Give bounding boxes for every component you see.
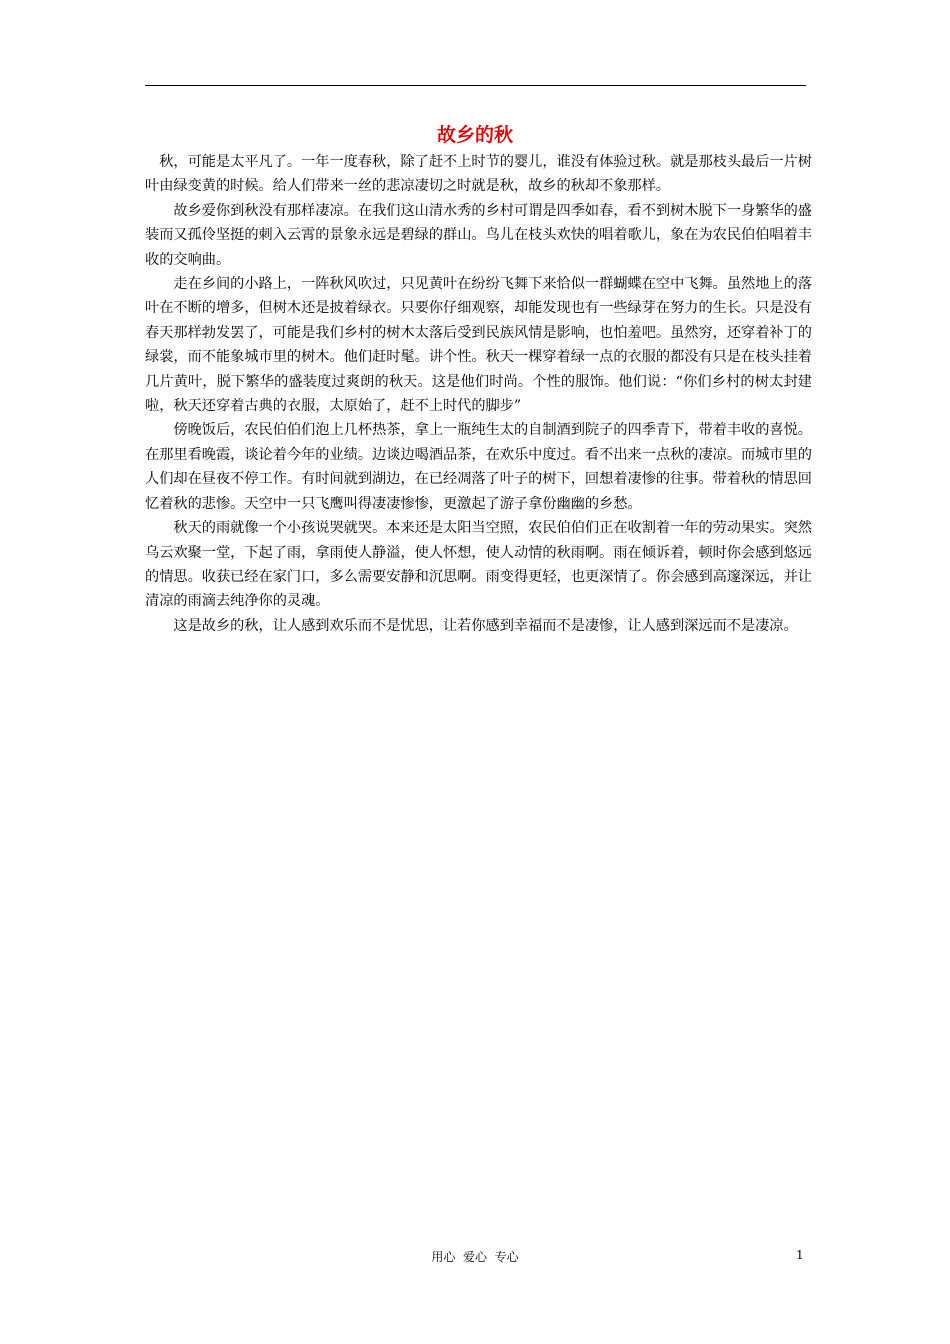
paragraph-3: 走在乡间的小路上，一阵秋风吹过，只见黄叶在纷纷飞舞下来恰似一群蝴蝶在空中飞舞。虽然地上的落叶在不断的增多，但树木还是披着绿衣。只要你仔细观察，却能发现也有一些绿芽在努力的生长。只是没有春天那样勃发罢了，可能是我们乡村的树木太落后受到民族风情是影响，也怕羞吧。虽然穷，还穿着补丁的绿裳，而不能象城市里的树木。他们赶时髦。讲个性。秋天一棵穿着绿一点的衣服的都没有只是在枝头挂着几片黄叶，脱下繁华的盛装度过爽朗的秋天。这是他们时尚。个性的服饰。他们说：“你们乡村的树太封建啦，秋天还穿着古典的衣服，太原始了，赶不上时代的脚步”	[145, 276, 812, 415]
paragraph-5: 秋天的雨就像一个小孩说哭就哭。本来还是太阳当空照，农民伯伯们正在收割着一年的劳动果实。突然乌云欢聚一堂，下起了雨，拿雨使人静溢，使人怀想，使人动情的秋雨啊。雨在倾诉着，顿时你会感到悠远的情思。收获已经在家门口，多么需要安静和沉思啊。雨变得更轻，也更深情了。你会感到高邃深远，并让清凉的雨滴去纯净你的灵魂。	[145, 520, 812, 610]
header-rule	[145, 85, 806, 86]
paragraph-2: 故乡爱你到秋没有那样凄凉。在我们这山清水秀的乡村可谓是四季如春，看不到树木脱下一身繁华的盛装而又孤伶坚挺的刺入云霄的景象永远是碧绿的群山。鸟儿在枝头欢快的唱着歌儿，象在为农民伯伯唱着丰收的交响曲。	[145, 202, 812, 268]
document-title: 故乡的秋	[436, 124, 513, 146]
paragraph-6: 这是故乡的秋，让人感到欢乐而不是忧思，让若你感到幸福而不是凄惨，让人感到深远而不是凄凉。	[173, 617, 798, 634]
footer-motto: 用心 爱心 专心	[431, 1250, 519, 1264]
paragraph-4: 傍晚饭后，农民伯伯们泡上几杯热茶，拿上一瓶纯生太的自制酒到院子的四季青下，带着丰收的喜悦。在那里看晚霞，谈论着今年的业绩。边谈边喝酒品茶，在欢乐中度过。看不出来一点秋的凄凉。而城市里的人们却在昼夜不停工作。有时间就到湖边，在已经凋落了叶子的树下，回想着凄惨的往事。带着秋的情思回忆着秋的悲惨。天空中一只飞鹰叫得凄凄惨惨，更激起了游子拿份幽幽的乡愁。	[145, 422, 812, 512]
page-number: 1	[796, 1248, 804, 1262]
document-body	[145, 150, 812, 638]
paragraph-1: 秋，可能是太平凡了。一年一度春秋，除了赶不上时节的婴儿，谁没有体验过秋。就是那枝头最后一片树叶由绿变黄的时候。给人们带来一丝的悲凉凄切之时就是秋，故乡的秋却不象那样。	[145, 154, 812, 195]
